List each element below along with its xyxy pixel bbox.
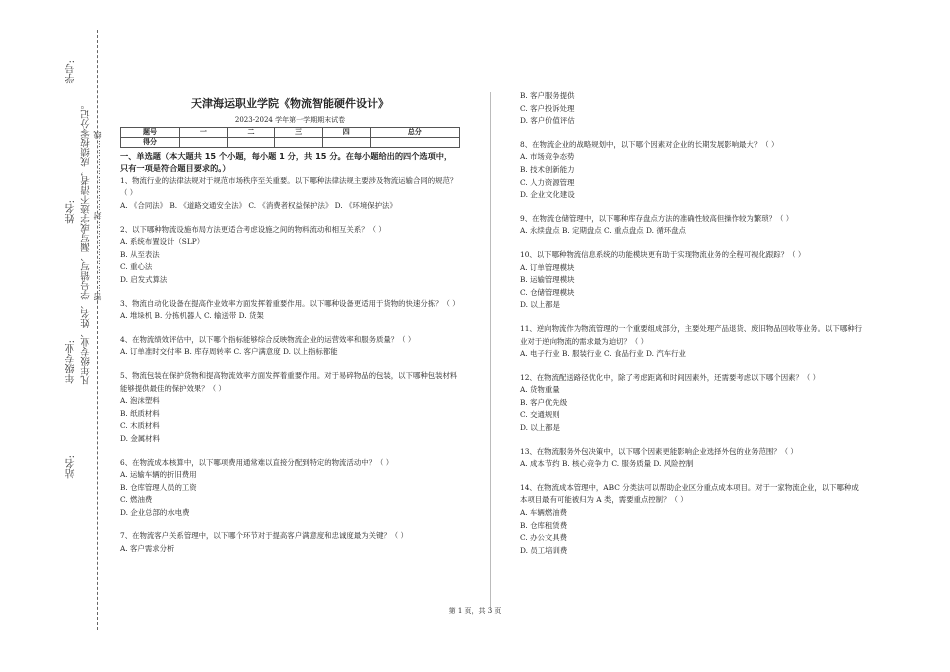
question-stem: 7、在物流客户关系管理中，以下哪个环节对于提高客户满意度和忠诚度最为关键？（ ） [120, 531, 408, 541]
question-option: B. 客户服务提供 [520, 91, 575, 100]
seal-dashed-line [97, 30, 98, 630]
question-option: B. 技术创新能力 [520, 164, 575, 174]
question-option: D. 启发式算法 [120, 274, 168, 284]
question-option: A. 客户需求分析 [120, 544, 175, 554]
question-option: A. 市场竞争态势 [520, 152, 575, 162]
question-option: D. 以上都是 [520, 423, 560, 433]
question-stem: 6、在物流成本核算中，以下哪项费用通常难以直接分配到特定的物流活动中？（ ） [120, 457, 394, 467]
question-option: D. 客户价值评估 [520, 116, 575, 126]
section-heading: 一、单选题（本大题共 15 个小题，每小题 1 分，共 15 分。在每小题给出的四个选项中，只有一项是符合题目要求的。） [120, 151, 453, 174]
question-option: D. 金属材料 [120, 433, 160, 443]
question-option: A. 运输车辆的折旧费用 [120, 470, 197, 480]
score-cell[interactable] [275, 138, 323, 148]
score-table-header-row [121, 128, 460, 138]
question-stem: 11、逆向物流作为物流管理的一个重要组成部分，主要处理产品退货、废旧物品回收等业务。以下哪种行业对于逆向物流的需求最为迫切？（ ） [520, 323, 862, 346]
question-option: C. 客户投诉处理 [520, 103, 575, 113]
question-option: B. 纸质材料 [120, 408, 160, 418]
question-item [120, 334, 460, 359]
question-option: C. 办公文具费 [520, 533, 568, 543]
question-stem: 4、在物流绩效评估中，以下哪个指标能够综合反映物流企业的运营效率和服务质量？（ ） [120, 334, 416, 344]
question-option: B. 仓库租赁费 [520, 520, 568, 530]
score-cell[interactable] [370, 138, 459, 148]
question-option: A. 货物重量 [520, 385, 560, 395]
question-option: C. 木质材料 [120, 421, 160, 431]
score-row-label: 得分 [121, 138, 180, 148]
question-item [520, 249, 865, 312]
score-cell[interactable] [227, 138, 275, 148]
question-option: C. 重心法 [120, 262, 153, 272]
page-footer: 第 1 页，共 3 页 [448, 607, 502, 615]
question-option: A. 永续盘点 B. 定期盘点 C. 重点盘点 D. 循环盘点 [520, 226, 686, 236]
question-option: A. 堆垛机 B. 分拣机器人 C. 输送带 D. 货架 [120, 311, 264, 321]
question-option: A. 系统布置设计（SLP） [120, 237, 205, 247]
question-option: A. 订单准时交付率 B. 库存周转率 C. 客户满意度 D. 以上指标都能 [120, 347, 338, 357]
question-item [120, 370, 460, 446]
seal-line-text: 密……………………封……………………线 [93, 130, 102, 301]
question-stem: 9、在物流仓储管理中，以下哪种库存盘点方法的准确性较高但操作较为繁琐？（ ） [520, 213, 794, 223]
right-question-list [520, 139, 865, 558]
seat-label: 站名: [66, 455, 77, 479]
question-item [520, 482, 865, 558]
question-item [520, 323, 865, 361]
score-table-score-row [121, 138, 460, 148]
exam-subtitle: 2023-2024 学年第一学期期末试卷 [234, 116, 346, 124]
question-stem: 3、物流自动化设备在提高作业效率方面发挥着重要作用。以下哪种设备更适用于货物的快速分拣？（ ） [120, 298, 460, 308]
question-stem: 13、在物流服务外包决策中，以下哪个因素更能影响企业选择外包的业务范围？（ ） [520, 446, 798, 456]
question-option: A. 成本节约 B. 核心竞争力 C. 服务质量 D. 风险控制 [520, 459, 694, 469]
question-stem: 14、在物流成本管理中，ABC 分类法可以帮助企业区分重点成本项目。对于一家物流企业，以下哪种成本项目最有可能被归为 A 类，需要重点控制？（ ） [520, 482, 859, 505]
question-item [520, 139, 865, 202]
question-item [520, 446, 865, 471]
question-option: C. 燃油费 [120, 495, 153, 505]
question-option: D. 以上都是 [520, 300, 560, 310]
question-option: A. 车辆燃油费 [520, 508, 567, 518]
question-item [120, 224, 460, 287]
score-header-cell: 一 [180, 128, 228, 138]
student-id-label: 学号: [66, 60, 77, 84]
question-stem: 5、物流包装在保护货物和提高物流效率方面发挥着重要作用。对于易碎物品的包装，以下哪种包装材料能够提供最佳的保护效果？（ ） [120, 370, 458, 393]
question-option: B. 客户优先级 [520, 397, 568, 407]
column-divider [490, 92, 491, 608]
question-option: B. 仓库管理人员的工资 [120, 482, 197, 492]
question-option: A. 泡沫塑料 [120, 396, 160, 406]
question-option: D. 员工培训费 [520, 545, 568, 555]
question-stem: 8、在物流企业的战略规划中，以下哪个因素对企业的长期发展影响最大？（ ） [520, 139, 779, 149]
question-option: B. 运输管理模块 [520, 275, 575, 285]
score-cell[interactable] [180, 138, 228, 148]
score-cell[interactable] [322, 138, 370, 148]
score-header-cell: 三 [275, 128, 323, 138]
question-stem: 1、物流行业的法律法规对于规范市场秩序至关重要。以下哪种法律法规主要涉及物流运输合同的规范？（ ） [120, 175, 458, 198]
question-7-continued [520, 90, 865, 128]
score-header-cell: 四 [322, 128, 370, 138]
left-question-list [120, 175, 460, 556]
score-header-cell: 题号 [121, 128, 180, 138]
class-label: 年级专业: [66, 340, 77, 384]
question-item [520, 372, 865, 435]
question-stem: 2、以下哪种物流设施布局方法更适合考虑设施之间的物料流动和相互关系？（ ） [120, 224, 386, 234]
question-item [520, 213, 865, 238]
question-option: D. 企业总部的水电费 [120, 507, 190, 517]
question-option: C. 人力资源管理 [520, 177, 575, 187]
question-option: D. 企业文化建设 [520, 190, 575, 200]
score-header-cell: 二 [227, 128, 275, 138]
question-item [120, 298, 460, 323]
question-option: A. 电子行业 B. 服装行业 C. 食品行业 D. 汽车行业 [520, 349, 686, 359]
right-column [520, 90, 865, 557]
question-option: C. 交通规则 [520, 410, 560, 420]
score-table [120, 127, 460, 148]
binding-margin [0, 0, 110, 672]
score-header-cell: 总分 [370, 128, 459, 138]
exam-title: 天津海运职业学院《物流智能硬件设计》 [191, 97, 389, 110]
question-stem: 12、在物流配送路径优化中，除了考虑距离和时间因素外，还需要考虑以下哪个因素？（ ） [520, 372, 820, 382]
question-stem: 10、以下哪种物流信息系统的功能模块更有助于实现物流业务的全程可视化跟踪？（ ） [520, 249, 806, 259]
question-option: B. 从至表法 [120, 249, 160, 259]
name-label: 姓名: [66, 200, 77, 224]
question-item [120, 175, 460, 213]
left-column [120, 90, 460, 556]
question-item [120, 457, 460, 520]
question-option: A. 订单管理模块 [520, 262, 575, 272]
question-option: A. 《合同法》 B. 《道路交通安全法》 C. 《消费者权益保护法》 D. 《环境保护法》 [120, 201, 397, 210]
question-item [120, 530, 460, 555]
question-option: C. 仓储管理模块 [520, 287, 575, 297]
binding-warning: 凡年级专业、姓名、学号错写、漏写或字迹不清者，成绩按零分记。 [81, 100, 92, 385]
